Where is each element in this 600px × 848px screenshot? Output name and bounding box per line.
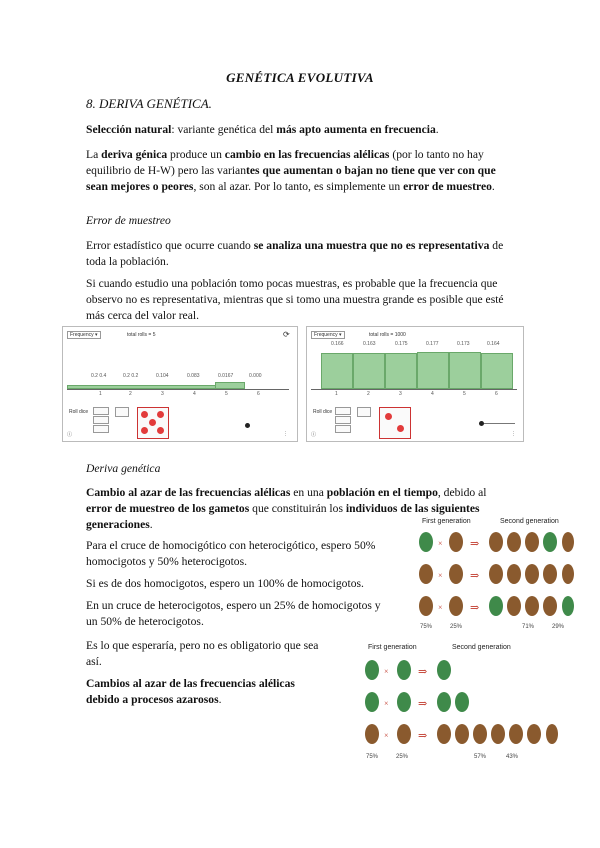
term: individuos de las siguientes generaciones — [86, 502, 480, 531]
term: Selección natural — [86, 123, 172, 136]
term: población en el tiempo — [326, 486, 438, 499]
error-muestreo-heading: Error de muestreo — [86, 214, 171, 227]
percentage-label: 75% — [366, 754, 379, 760]
percentage-label: 43% — [506, 754, 519, 760]
percentage-label: 57% — [474, 754, 487, 760]
svg-text:⇒: ⇒ — [418, 730, 428, 742]
svg-text:⇒: ⇒ — [418, 698, 428, 710]
bar-value: 0.177 — [426, 341, 439, 347]
tick: 5 — [463, 391, 466, 397]
x-axis — [311, 389, 517, 390]
bar-value: 0.175 — [395, 341, 408, 347]
percentage-label: 71% — [522, 624, 535, 630]
term: Cambio al azar de las frecuencias alélicas — [86, 486, 291, 499]
bar-value: 0.0167 — [218, 373, 234, 379]
tick: 2 — [129, 391, 132, 397]
total-rolls-label: total rolls = 1000 — [369, 332, 406, 338]
total-rolls-label: total rolls = 5 — [127, 332, 156, 338]
text: Error estadístico que ocurre cuando — [86, 239, 254, 252]
cambios-paragraph — [86, 676, 306, 708]
second-generation-label: Second generation — [500, 518, 559, 525]
frequency-bar — [481, 353, 513, 389]
rolls-option[interactable] — [93, 407, 109, 415]
text: : variante genética del — [171, 123, 277, 136]
cruce-homocigotos: Si es de dos homocigotos, espero un 100% de homocigotos. — [86, 577, 364, 590]
bar-value: 0.2 0.2 — [123, 373, 139, 379]
roll-dice-label: Roll dice — [313, 409, 333, 415]
beetle-crosses-illustration — [414, 528, 574, 626]
first-generation-label: First generation — [368, 644, 417, 651]
tick: 4 — [193, 391, 196, 397]
roll-button[interactable] — [357, 407, 371, 417]
text: , debido al — [437, 486, 487, 499]
beetle-figure-2 — [360, 644, 560, 766]
frequency-bar — [215, 382, 245, 389]
text: La — [86, 148, 102, 161]
svg-text:×: × — [438, 571, 443, 580]
svg-text:⇒: ⇒ — [470, 602, 480, 614]
roll-button[interactable] — [115, 407, 129, 417]
percentage-label: 25% — [450, 624, 463, 630]
text: en una — [290, 486, 327, 499]
percentage-label: 29% — [552, 624, 565, 630]
info-icon[interactable]: ⓘ — [67, 432, 73, 438]
dice-simulation-small — [62, 326, 298, 442]
frequency-dropdown[interactable]: Frequency ▾ — [311, 331, 345, 339]
dice-pip — [157, 411, 164, 418]
seleccion-natural-paragraph — [86, 122, 516, 138]
deriva-genica-paragraph — [86, 147, 516, 195]
frequency-bar — [321, 353, 353, 389]
rolls-option[interactable] — [335, 407, 351, 415]
percentage-label: 75% — [420, 624, 433, 630]
esperaria-text: Es lo que esperaría, pero no es obligatorio que sea así. — [86, 639, 319, 668]
svg-text:×: × — [438, 603, 443, 612]
frequency-bar — [449, 352, 481, 389]
rolls-option[interactable] — [93, 425, 109, 433]
rolls-option[interactable] — [335, 425, 351, 433]
bar-value: 0.2 0.4 — [91, 373, 107, 379]
roll-dice-label: Roll dice — [69, 409, 89, 415]
section-heading: 8. DERIVA GENÉTICA. — [86, 96, 212, 111]
tick: 3 — [399, 391, 402, 397]
bar-value: 0.164 — [487, 341, 500, 347]
dice-pip — [157, 427, 164, 434]
term: Cambios al azar de las frecuencias alélicas debido a procesos azarosos — [86, 677, 295, 706]
cruce-homo-hetero: Para el cruce de homocigótico con heterocigótico, espero 50% homocigotos y 50% heterocigotos. — [86, 539, 376, 568]
muestras-paragraph: Si cuando estudio una población tomo pocas muestras, es probable que la frecuencia que observo no es representativa, mientras que si tomo una muestra grande es posible que esté más cerca del valor real. — [86, 277, 504, 322]
text: que constituirán los — [249, 502, 346, 515]
term: cambio en las frecuencias alélicas — [224, 148, 390, 161]
tick: 1 — [99, 391, 102, 397]
second-generation-label: Second generation — [452, 644, 511, 651]
cruce-heterocigotos: En un cruce de heterocigotos, espero un 25% de homocigotos y un 50% de heterocigotos. — [86, 599, 381, 628]
term: se analiza una muestra que no es representativa — [253, 239, 490, 252]
tick: 6 — [495, 391, 498, 397]
frequency-dropdown[interactable]: Frequency ▾ — [67, 331, 101, 339]
dice-pip — [385, 413, 392, 420]
reset-icon[interactable]: ⟳ — [283, 330, 290, 339]
tick: 1 — [335, 391, 338, 397]
dice-pip — [141, 411, 148, 418]
text: . — [491, 180, 495, 193]
text: (por lo tanto no hay equilibrio de H-W) pero las varian — [86, 148, 484, 177]
dice-pip — [141, 427, 148, 434]
svg-text:⇒: ⇒ — [470, 538, 480, 550]
beetle-figure-1 — [414, 518, 574, 636]
speed-slider-handle[interactable] — [479, 421, 484, 426]
tick: 3 — [161, 391, 164, 397]
text: de toda la población. — [86, 239, 504, 268]
tick: 4 — [431, 391, 434, 397]
term: más apto aumenta en frecuencia — [276, 123, 436, 136]
dice-pip — [397, 425, 404, 432]
options-icon[interactable]: ⋮ — [511, 431, 516, 437]
beetle-crosses-illustration — [360, 654, 560, 754]
text: . — [149, 518, 153, 531]
bar-value: 0.083 — [187, 373, 200, 379]
svg-text:⇒: ⇒ — [470, 570, 480, 582]
dice-face — [137, 407, 169, 439]
term: deriva génica — [101, 148, 168, 161]
term: tes que aumentan o bajan no tiene que ver con que sean mejores o peores — [86, 164, 496, 193]
svg-text:⇒: ⇒ — [418, 666, 428, 678]
term: error de muestreo de los gametos — [86, 502, 250, 515]
tick: 5 — [225, 391, 228, 397]
info-icon[interactable]: ⓘ — [311, 432, 317, 438]
text: produce un — [167, 148, 225, 161]
deriva-genetica-heading: Deriva genética — [86, 462, 161, 475]
dice-face — [379, 407, 411, 439]
speed-slider-track[interactable] — [479, 423, 515, 424]
first-generation-label: First generation — [422, 518, 471, 525]
bar-value: 0.166 — [331, 341, 344, 347]
text: . — [435, 123, 439, 136]
term: error de muestreo — [403, 180, 492, 193]
speed-slider-handle[interactable] — [245, 423, 250, 428]
dice-pip — [149, 419, 156, 426]
frequency-bar — [353, 353, 385, 389]
frequency-bar — [385, 353, 417, 389]
options-icon[interactable]: ⋮ — [283, 431, 288, 437]
frequency-bar — [417, 352, 449, 389]
svg-text:×: × — [384, 667, 389, 676]
error-paragraph — [86, 238, 516, 270]
dice-simulation-large — [306, 326, 524, 442]
rolls-option[interactable] — [93, 416, 109, 424]
text: . — [218, 693, 222, 706]
tick: 2 — [367, 391, 370, 397]
tick: 6 — [257, 391, 260, 397]
percentage-label: 25% — [396, 754, 409, 760]
svg-text:×: × — [384, 699, 389, 708]
page-title: GENÉTICA EVOLUTIVA — [226, 70, 374, 85]
x-axis — [67, 389, 289, 390]
rolls-option[interactable] — [335, 416, 351, 424]
svg-text:×: × — [438, 539, 443, 548]
svg-text:×: × — [384, 731, 389, 740]
text: , son al azar. Por lo tanto, es simplemente un — [193, 180, 404, 193]
bar-value: 0.163 — [363, 341, 376, 347]
bar-value: 0.000 — [249, 373, 262, 379]
bar-value: 0.104 — [156, 373, 169, 379]
bar-value: 0.173 — [457, 341, 470, 347]
